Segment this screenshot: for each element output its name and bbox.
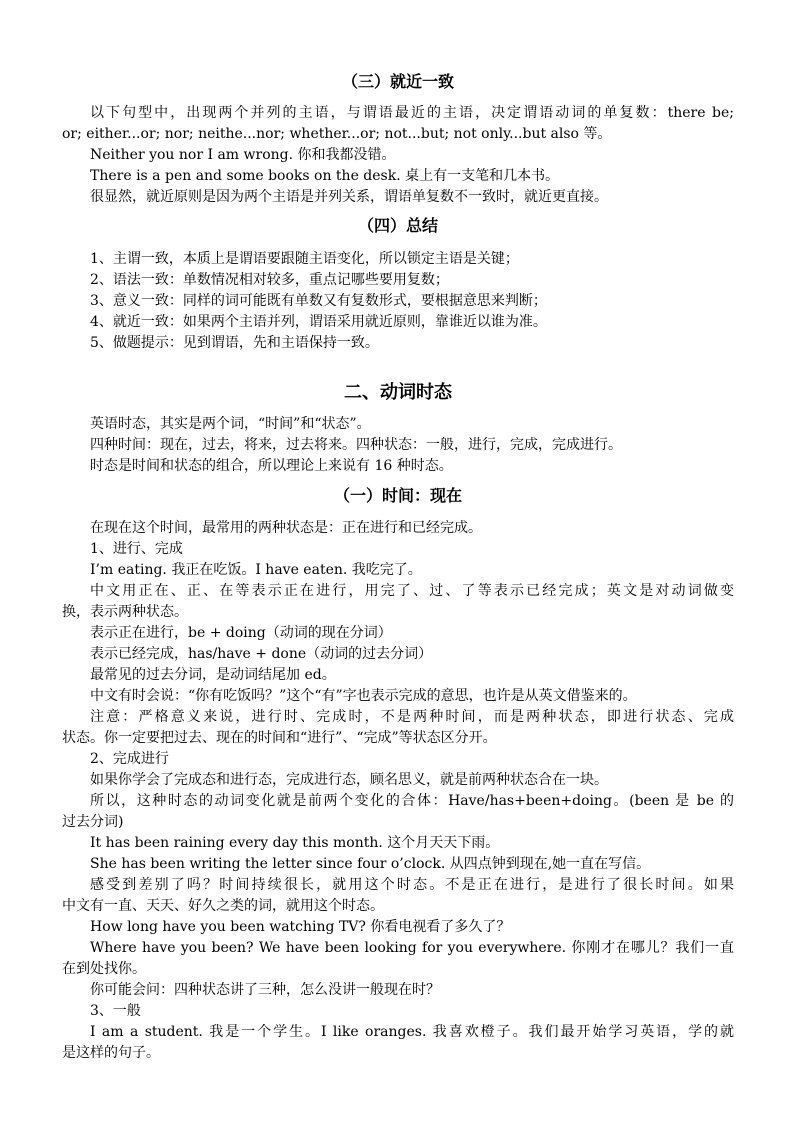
- paragraph-line: 中文有一直、天天、好久之类的词，就用这个时态。: [62, 898, 384, 914]
- example-sentence: Neither you nor I am wrong. 你和我都没错。: [90, 147, 396, 163]
- paragraph-line: 注意：严格意义来说，进行时、完成时，不是两种时间，而是两种状态，即进行状态、完成: [90, 709, 734, 725]
- example-sentence: It has been raining every day this month. 这个月天天下雨。: [90, 835, 500, 851]
- subheading: 1、进行、完成: [90, 541, 183, 557]
- paragraph-line: 英语时态，其实是两个词，“时间”和“状态”。: [90, 416, 371, 432]
- paragraph-line: 以下句型中，出现两个并列的主语，与谓语最近的主语，决定谓语动词的单复数：there be;: [90, 105, 734, 121]
- paragraph-line: 是这样的句子。: [62, 1045, 160, 1061]
- paragraph-line: 你可能会问：四种状态讲了三种，怎么没讲一般现在时？: [90, 982, 440, 998]
- list-item: 1、主谓一致，本质上是谓语要跟随主语变化，所以锁定主语是关键；: [90, 251, 519, 267]
- paragraph-line: 中文有时会说：“你有吃饭吗？”这个“有”字也表示完成的意思，也许是从英文借鉴来的。: [90, 688, 637, 704]
- section-heading-summary: （四）总结: [357, 216, 438, 235]
- paragraph-line: 在现在这个时间，最常用的两种状态是：正在进行和已经完成。: [90, 520, 482, 536]
- paragraph-line: 如果你学会了完成态和进行态，完成进行态，顾名思义，就是前两种状态合在一块。: [90, 772, 608, 788]
- paragraph-line: 状态。你一定要把过去、现在的时间和“进行”、“完成”等状态区分开。: [62, 730, 497, 746]
- paragraph-line: 表示已经完成，has/have + done（动词的过去分词）: [90, 646, 433, 662]
- paragraph-line: 换，表示两种状态。: [62, 604, 188, 620]
- example-sentence: I am a student. 我是一个学生。I like oranges. 我喜欢橙子。我们最开始学习英语，学的就: [90, 1024, 734, 1040]
- example-sentence: How long have you been watching TV? 你看电视看了多久了？: [90, 919, 511, 935]
- subheading: 3、一般: [90, 1003, 141, 1019]
- subheading: 2、完成进行: [90, 751, 169, 767]
- example-sentence: I’m eating. 我正在吃饭。I have eaten. 我吃完了。: [90, 562, 422, 578]
- paragraph-line: 时态是时间和状态的组合，所以理论上来说有 16 种时态。: [90, 458, 453, 474]
- paragraph-line: 过去分词): [62, 814, 124, 830]
- section-heading-proximity-agreement: （三）就近一致: [341, 72, 454, 91]
- list-item: 3、意义一致：同样的词可能既有单数又有复数形式，要根据意思来判断；: [90, 293, 547, 309]
- list-item: 4、就近一致：如果两个主语并列，谓语采用就近原则，靠谁近以谁为准。: [90, 314, 547, 330]
- example-sentence: Where have you been? We have been looking for you everywhere. 你刚才在哪儿？我们一直: [90, 940, 734, 956]
- paragraph-line: 在到处找你。: [62, 961, 146, 977]
- example-sentence: There is a pen and some books on the desk. 桌上有一支笔和几本书。: [90, 168, 560, 184]
- paragraph-line: 很显然，就近原则是因为两个主语是并列关系，谓语单复数不一致时，就近更直接。: [90, 189, 608, 205]
- paragraph-line: 表示正在进行，be + doing（动词的现在分词）: [90, 625, 392, 641]
- paragraph-line: 四种时间：现在，过去，将来，过去将来。四种状态：一般，进行，完成，完成进行。: [90, 437, 622, 453]
- chapter-heading-verb-tenses: 二、动词时态: [344, 382, 452, 403]
- paragraph-line: 感受到差别了吗？时间持续很长，就用这个时态。不是正在进行，是进行了很长时间。如果: [90, 877, 734, 893]
- list-item: 2、语法一致：单数情况相对较多，重点记哪些要用复数；: [90, 272, 449, 288]
- paragraph-line: 中文用正在、正、在等表示正在进行，用完了、过、了等表示已经完成；英文是对动词做变: [90, 583, 734, 599]
- section-heading-present-time: （一）时间：现在: [333, 486, 462, 505]
- paragraph-line: or; either...or; nor; neithe...nor; whether...or; not...but; not only...but also 等。: [62, 126, 612, 142]
- example-sentence: She has been writing the letter since four o’clock. 从四点钟到现在,她一直在写信。: [90, 856, 651, 872]
- paragraph-line: 所以，这种时态的动词变化就是前两个变化的合体：Have/has+been+doing。(been 是 be 的: [90, 793, 734, 809]
- list-item: 5、做题提示：见到谓语，先和主语保持一致。: [90, 335, 379, 351]
- paragraph-line: 最常见的过去分词，是动词结尾加 ed。: [90, 667, 336, 683]
